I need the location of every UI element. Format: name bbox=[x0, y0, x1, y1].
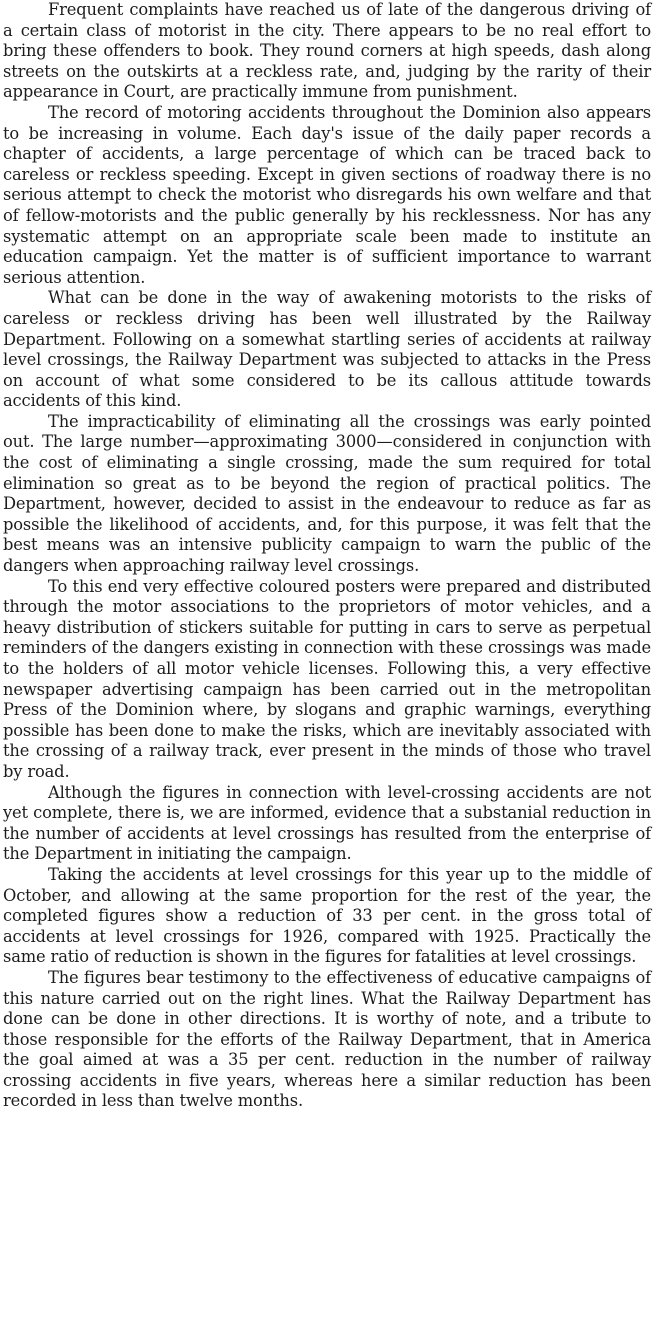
paragraph-motoring-accidents: The record of motoring accidents throughout the Dominion also appears to be increasing in volume. Each day's issue of the daily paper records a chapter of accidents, a large percentage of which can be traced back to careless or reckless speeding. Except in given sections of roadway there is no serious attempt to check the motorist who disregards his own welfare and that of fellow-motorists and the public generally by his recklessness. Nor has any systematic attempt on an appropriate scale been made to institute an education campaign. Yet the matter is of sufficient importance to warrant serious attention. bbox=[3, 102, 651, 287]
paragraph-conclusion: The figures bear testimony to the effectiveness of educative campaigns of this nature carried out on the right lines. What the Railway Department has done can be done in other directions. It is worthy of note, and a tribute to those responsible for the efforts of the Railway Department, that in America the goal aimed at was a 35 per cent. reduction in the number of railway crossing accidents in five years, whereas here a similar reduction has been recorded in less than twelve months. bbox=[3, 967, 651, 1111]
paragraph-dangerous-driving: Frequent complaints have reached us of late of the dangerous driving of a certain class of motorist in the city. There appears to be no real effort to bring these offenders to book. They round corners at high speeds, dash along streets on the outskirts at a reckless rate, and, judging by the rarity of their appearance in Court, are practically immune from punishment. bbox=[3, 0, 651, 102]
paragraph-publicity-campaign: To this end very effective coloured posters were prepared and distributed through the motor associations to the proprietors of motor vehicles, and a heavy distribution of stickers suitable for putting in cars to serve as perpetual reminders of the dangers existing in connection with these crossings was made to the holders of all motor vehicle licenses. Following this, a very effective newspaper advertising campaign has been carried out in the metropolitan Press of the Dominion where, by slogans and graphic warnings, everything possible has been done to make the risks, which are inevitably associated with the crossing of a railway track, ever present in the minds of those who travel by road. bbox=[3, 576, 651, 781]
paragraph-accident-reduction: Although the figures in connection with level-crossing accidents are not yet complete, there is, we are informed, evidence that a substanial reduction in the number of accidents at level crossings has resulted from the enterprise of the Department in initiating the campaign. bbox=[3, 782, 651, 864]
paragraph-railway-department: What can be done in the way of awakening motorists to the risks of careless or reckless driving has been well illustrated by the Railway Department. Following on a somewhat startling series of accidents at railway level crossings, the Railway Department was subjected to attacks in the Press on account of what some considered to be its callous attitude towards accidents of this kind. bbox=[3, 288, 651, 411]
editorial-article bbox=[3, 0, 651, 1112]
paragraph-crossing-elimination: The impracticability of eliminating all the crossings was early pointed out. The large number—approximating 3000—considered in conjunction with the cost of eliminating a single crossing, made the sum required for total elimination so great as to be beyond the region of practical politics. The Department, however, decided to assist in the endeavour to reduce as far as possible the likelihood of accidents, and, for this purpose, it was felt that the best means was an intensive publicity campaign to warn the public of the dangers when approaching railway level crossings. bbox=[3, 411, 651, 576]
paragraph-figures-1926: Taking the accidents at level crossings for this year up to the middle of October, and allowing at the same proportion for the rest of the year, the completed figures show a reduction of 33 per cent. in the gross total of accidents at level crossings for 1926, compared with 1925. Practically the same ratio of reduction is shown in the figures for fatalities at level crossings. bbox=[3, 864, 651, 967]
